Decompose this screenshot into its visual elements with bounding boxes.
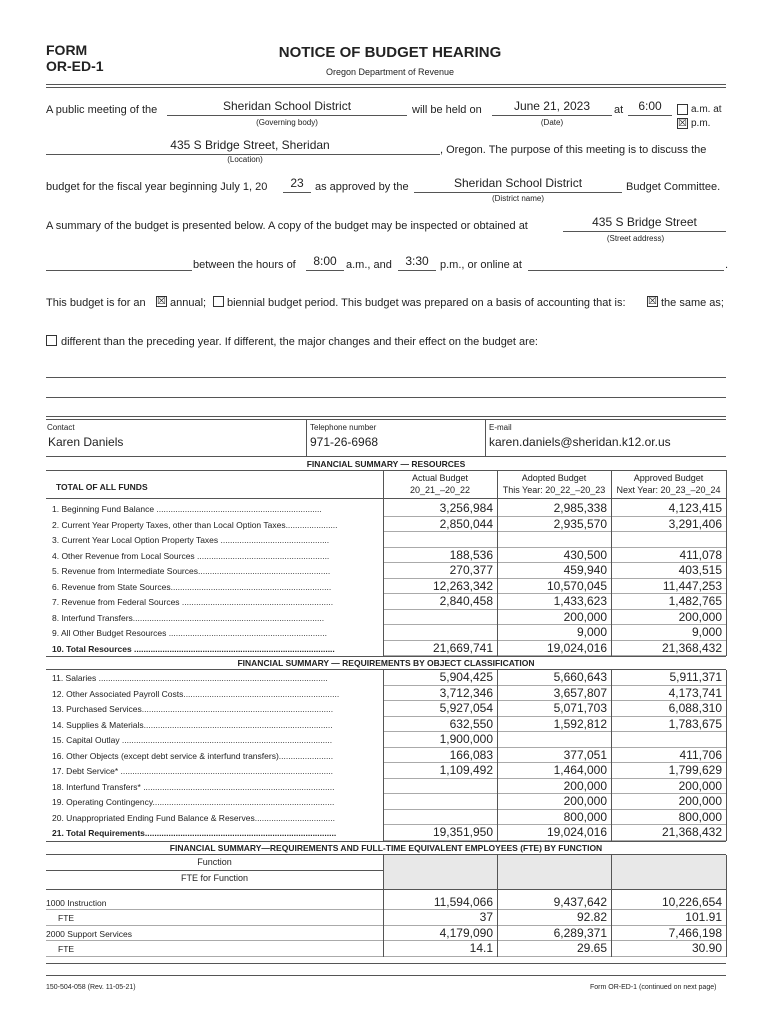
district-caption: (District name) xyxy=(491,194,544,203)
col-adopted-label: Adopted Budget xyxy=(521,473,587,483)
requirement-actual-value[interactable]: 5,904,425 xyxy=(439,670,493,684)
online-url-line xyxy=(528,270,724,271)
col-approved-years: Next Year: 20_23_–20_24 xyxy=(616,485,721,495)
resources-header-rule xyxy=(46,498,726,499)
form-number: 150-504-058 (Rev. 11-05-21) xyxy=(46,984,136,991)
requirements-section-title: FINANCIAL SUMMARY — REQUIREMENTS BY OBJECT CLASSIFICATION xyxy=(237,658,535,668)
requirement-row-label: 15. Capital Outlay ......................................................................................... xyxy=(52,735,333,745)
between-hours-label: between the hours of xyxy=(193,259,296,271)
footer-rule xyxy=(46,975,726,976)
email-field[interactable]: karen.daniels@sheridan.k12.or.us xyxy=(489,435,671,449)
email-label: E-mail xyxy=(489,423,512,432)
requirement-approved-value[interactable]: 6,088,310 xyxy=(668,701,722,715)
requirement-adopted-value[interactable]: 3,657,807 xyxy=(553,685,607,700)
function-section-title: FINANCIAL SUMMARY—REQUIREMENTS AND FULL-TIME EQUIVALENT EMPLOYEES (FTE) BY FUNCTION xyxy=(169,842,603,853)
resource-row-label: 8. Interfund Transfers................................................................................. xyxy=(52,612,325,623)
requirement-row-label: 12. Other Associated Payroll Costs.................................................................. xyxy=(52,688,340,699)
time-field[interactable]: 6:00 xyxy=(638,99,662,113)
requirement-row-label: 18. Interfund Transfers* ................................................................................. xyxy=(52,781,335,792)
resource-row-label: 5. Revenue from Intermediate Sources........................................................ xyxy=(52,566,331,576)
function-header-mid-rule xyxy=(46,870,383,871)
street-caption: (Street address) xyxy=(606,234,665,243)
governing-body-field[interactable]: Sheridan School District xyxy=(222,99,352,113)
approved-by-label: as approved by the xyxy=(315,181,409,193)
requirement-adopted-value[interactable]: 200,000 xyxy=(563,794,607,808)
header-divider xyxy=(46,84,726,88)
function-approved-value[interactable]: 10,226,654 xyxy=(661,894,722,909)
function-approved-value[interactable]: 7,466,198 xyxy=(668,925,722,940)
am-label: a.m. at xyxy=(691,104,722,115)
resource-actual-value[interactable]: 188,536 xyxy=(449,547,493,562)
resources-title-rule xyxy=(46,470,726,471)
function-adopted-value[interactable]: 9,437,642 xyxy=(553,894,607,909)
resource-adopted-value[interactable]: 430,500 xyxy=(563,547,607,562)
requirement-approved-value[interactable]: 1,783,675 xyxy=(668,716,722,731)
phone-label: Telephone number xyxy=(310,423,377,432)
resource-row-label: 2. Current Year Property Taxes, other than Local Option Taxes...................... xyxy=(52,519,338,530)
resource-actual-value[interactable]: 21,669,741 xyxy=(432,640,493,655)
resources-right-border xyxy=(726,470,727,656)
requirement-approved-value[interactable]: 800,000 xyxy=(678,809,722,824)
function-actual-value[interactable]: 4,179,090 xyxy=(439,925,493,940)
contact-bottom-rule xyxy=(46,456,726,457)
resource-adopted-value[interactable]: 9,000 xyxy=(576,625,607,639)
location-field[interactable]: 435 S Bridge Street, Sheridan xyxy=(170,138,330,152)
requirement-row-label: 16. Other Objects (except debt service & interfund transfers)....................... xyxy=(52,750,334,761)
requirement-row-label: 21. Total Requirements................................................................................. xyxy=(52,828,337,838)
resource-row-rule xyxy=(383,531,726,532)
requirement-actual-value[interactable]: 166,083 xyxy=(449,747,493,762)
function-row-label: FTE xyxy=(58,944,75,954)
date-caption: (Date) xyxy=(540,118,564,127)
function-actual-value[interactable]: 14.1 xyxy=(469,941,493,955)
requirement-approved-value[interactable]: 200,000 xyxy=(678,794,722,808)
resource-approved-value[interactable]: 3,291,406 xyxy=(668,516,722,531)
col-approved-label: Approved Budget xyxy=(633,473,704,483)
function-header-shade xyxy=(383,855,726,889)
resource-approved-value[interactable]: 4,123,415 xyxy=(668,501,722,515)
page-subtitle: Oregon Department of Revenue xyxy=(325,67,455,77)
requirement-row-label: 11. Salaries ................................................................................................. xyxy=(52,673,328,683)
function-adopted-value[interactable]: 6,289,371 xyxy=(553,925,607,940)
resource-approved-value[interactable]: 11,447,253 xyxy=(662,578,722,593)
phone-field[interactable]: 971-26-6968 xyxy=(310,435,379,449)
requirement-approved-value[interactable]: 200,000 xyxy=(678,778,722,793)
location-suffix: , Oregon. The purpose of this meeting is to discuss the xyxy=(440,144,707,156)
requirement-approved-value[interactable]: 4,173,741 xyxy=(668,685,722,700)
resource-row-label: 1. Beginning Fund Balance ...................................................................... xyxy=(52,504,322,514)
requirement-approved-value[interactable]: 5,911,371 xyxy=(669,670,722,684)
requirement-row-label: 20. Unappropriated Ending Fund Balance & Reserves.................................. xyxy=(52,812,336,823)
resource-actual-value[interactable]: 2,850,044 xyxy=(439,516,493,531)
function-row-rule xyxy=(46,956,726,957)
resource-row-label: 6. Revenue from State Sources.................................................................... xyxy=(52,581,332,592)
requirement-row-label: 13. Purchased Services................................................................................. xyxy=(52,704,334,714)
requirement-adopted-value[interactable]: 200,000 xyxy=(563,778,607,793)
requirement-actual-value[interactable]: 3,712,346 xyxy=(439,685,493,700)
resources-col-line xyxy=(611,470,612,656)
requirements-bottom-rule xyxy=(46,841,726,842)
requirement-adopted-value[interactable]: 1,464,000 xyxy=(553,763,607,777)
open-time-line xyxy=(306,270,344,271)
annual-checkbox[interactable]: ☒ xyxy=(157,296,166,307)
open-time-field[interactable]: 8:00 xyxy=(313,254,337,268)
requirement-actual-value[interactable]: 5,927,054 xyxy=(439,701,493,715)
fiscal-year-line xyxy=(283,192,311,193)
resources-col-line xyxy=(383,470,384,656)
form-code: OR-ED-1 xyxy=(46,58,104,74)
function-header-rule xyxy=(46,889,726,890)
different-checkbox[interactable] xyxy=(46,335,57,346)
biennial-checkbox[interactable] xyxy=(213,296,224,307)
fiscal-year-field[interactable]: 23 xyxy=(290,176,304,190)
fte-col-label: FTE for Function xyxy=(180,872,249,883)
requirement-adopted-value[interactable]: 19,024,016 xyxy=(546,825,607,839)
function-actual-value[interactable]: 37 xyxy=(479,910,493,924)
annual-label: annual; xyxy=(170,297,207,309)
resource-row-label: 4. Other Revenue from Local Sources ........................................................ xyxy=(52,550,330,561)
col-actual-label: Actual Budget xyxy=(411,473,469,483)
resource-adopted-value[interactable]: 1,433,623 xyxy=(553,594,607,608)
pm-or-online-label: p.m., or online at xyxy=(440,259,522,271)
function-col-line xyxy=(611,855,612,957)
function-col-line xyxy=(383,855,384,957)
requirement-actual-value[interactable]: 632,550 xyxy=(449,716,493,731)
resource-actual-value[interactable]: 2,840,458 xyxy=(439,594,493,608)
date-line xyxy=(492,115,612,116)
resource-row-label: 3. Current Year Local Option Property Taxes .............................................. xyxy=(52,535,330,545)
resource-adopted-value[interactable]: 19,024,016 xyxy=(546,640,607,655)
function-approved-value[interactable]: 30.90 xyxy=(691,941,722,955)
changes-divider xyxy=(46,416,726,420)
resources-bottom-rule xyxy=(46,656,726,657)
contact-divider-1 xyxy=(306,420,307,456)
page-title: NOTICE OF BUDGET HEARING xyxy=(278,44,502,61)
function-approved-value[interactable]: 101.91 xyxy=(685,910,722,924)
function-col-line xyxy=(497,855,498,957)
resource-approved-value[interactable]: 1,482,765 xyxy=(668,594,722,608)
function-bottom-rule xyxy=(46,963,726,964)
requirement-row-label: 19. Operating Contingency............................................................................. xyxy=(52,797,335,807)
contact-field[interactable]: Karen Daniels xyxy=(48,435,124,449)
requirement-adopted-value[interactable]: 800,000 xyxy=(563,809,607,824)
requirement-adopted-value[interactable]: 1,592,812 xyxy=(553,716,607,731)
pm-label: p.m. xyxy=(691,118,711,129)
public-meeting-prefix: A public meeting of the xyxy=(46,104,158,116)
resource-actual-value[interactable]: 3,256,984 xyxy=(439,501,493,515)
close-time-field[interactable]: 3:30 xyxy=(405,254,429,268)
function-right-border xyxy=(726,855,727,957)
budget-prefix: budget for the fiscal year beginning July 1, 20 xyxy=(46,181,268,193)
col-actual-years: 20_21_–20_22 xyxy=(409,485,471,495)
requirement-adopted-value[interactable]: 5,071,703 xyxy=(553,701,607,715)
requirements-right-border xyxy=(726,670,727,841)
resource-row-label: 7. Revenue from Federal Sources ................................................................ xyxy=(52,597,334,607)
resource-adopted-value[interactable]: 2,985,338 xyxy=(553,501,607,515)
requirement-adopted-value[interactable]: 5,660,643 xyxy=(553,670,607,684)
at-label: at xyxy=(614,104,624,116)
continued-note: Form OR-ED-1 (continued on next page) xyxy=(590,984,717,991)
function-row-label: FTE xyxy=(58,913,75,923)
form-label: FORM xyxy=(46,42,88,58)
biennial-label: biennial budget period. This budget was prepared on a basis of accounting that is: xyxy=(227,297,626,309)
resource-adopted-value[interactable]: 2,935,570 xyxy=(553,516,607,531)
will-be-held-on: will be held on xyxy=(412,104,482,116)
pm-checkbox[interactable]: ☒ xyxy=(678,118,687,129)
resource-adopted-value[interactable]: 200,000 xyxy=(563,609,607,624)
resource-approved-value[interactable]: 403,515 xyxy=(678,563,722,577)
street-line xyxy=(563,231,726,232)
period-dot: . xyxy=(725,259,729,271)
street-address-field[interactable]: 435 S Bridge Street xyxy=(592,215,697,229)
requirement-actual-value[interactable]: 1,900,000 xyxy=(439,732,493,746)
requirements-col-line xyxy=(383,670,384,841)
resource-row-label: 9. All Other Budget Resources ................................................................... xyxy=(52,628,327,638)
location-caption: (Location) xyxy=(227,155,263,164)
resource-actual-value[interactable]: 12,263,342 xyxy=(432,578,493,593)
resource-approved-value[interactable]: 200,000 xyxy=(678,609,722,624)
function-adopted-value[interactable]: 29.65 xyxy=(576,941,607,955)
col-adopted-years: This Year: 20_22_–20_23 xyxy=(502,485,606,495)
requirement-approved-value[interactable]: 411,706 xyxy=(679,747,722,762)
resource-adopted-value[interactable]: 10,570,045 xyxy=(546,578,607,593)
district-name-field[interactable]: Sheridan School District xyxy=(453,176,583,190)
budget-committee-label: Budget Committee. xyxy=(626,181,721,193)
function-col-label: Function xyxy=(197,856,232,867)
contact-label: Contact xyxy=(47,423,75,432)
requirements-col-line xyxy=(611,670,612,841)
requirement-approved-value[interactable]: 1,799,629 xyxy=(668,763,722,777)
resource-row-label: 10. Total Resources ..................................................................................... xyxy=(52,643,335,654)
requirement-actual-value[interactable]: 19,351,950 xyxy=(432,825,493,839)
resource-adopted-value[interactable]: 459,940 xyxy=(563,563,607,577)
blank-line-left xyxy=(46,270,192,271)
governing-body-caption: (Governing body) xyxy=(256,118,318,127)
same-checkbox[interactable]: ☒ xyxy=(648,296,657,307)
district-line xyxy=(414,192,622,193)
requirement-approved-value[interactable]: 21,368,432 xyxy=(661,825,722,839)
resource-approved-value[interactable]: 9,000 xyxy=(691,625,722,639)
changes-line-2 xyxy=(46,397,726,398)
contact-divider-2 xyxy=(485,420,486,456)
governing-body-line xyxy=(167,115,407,116)
requirement-actual-value[interactable]: 1,109,492 xyxy=(439,763,493,777)
close-time-line xyxy=(398,270,436,271)
date-field[interactable]: June 21, 2023 xyxy=(513,99,591,113)
changes-line-1 xyxy=(46,377,726,378)
am-checkbox[interactable] xyxy=(677,104,688,115)
requirement-adopted-value[interactable]: 377,051 xyxy=(563,747,607,762)
total-all-funds-label: TOTAL OF ALL FUNDS xyxy=(56,482,148,492)
resource-approved-value[interactable]: 21,368,432 xyxy=(661,640,722,655)
period-text: This budget is for an xyxy=(46,297,146,309)
function-row-label: 2000 Support Services xyxy=(46,928,132,939)
resource-approved-value[interactable]: 411,078 xyxy=(679,547,722,562)
requirement-row-label: 17. Debt Service* .......................................................................................... xyxy=(52,766,334,776)
am-and-label: a.m., and xyxy=(346,259,392,271)
function-row-label: 1000 Instruction xyxy=(46,897,107,908)
requirements-col-line xyxy=(497,670,498,841)
time-line xyxy=(628,115,672,116)
requirement-row-label: 14. Supplies & Materials................................................................................ xyxy=(52,719,333,730)
resources-section-title: FINANCIAL SUMMARY — RESOURCES xyxy=(306,459,466,469)
resource-actual-value[interactable]: 270,377 xyxy=(449,563,493,577)
resources-col-line xyxy=(497,470,498,656)
same-label: the same as; xyxy=(661,297,724,309)
different-label: different than the preceding year. If different, the major changes and their effect on the budget are: xyxy=(61,336,538,348)
function-adopted-value[interactable]: 92.82 xyxy=(576,910,607,924)
summary-text: A summary of the budget is presented below. A copy of the budget may be inspected or obtained at xyxy=(46,220,528,232)
function-actual-value[interactable]: 11,594,066 xyxy=(433,894,493,909)
